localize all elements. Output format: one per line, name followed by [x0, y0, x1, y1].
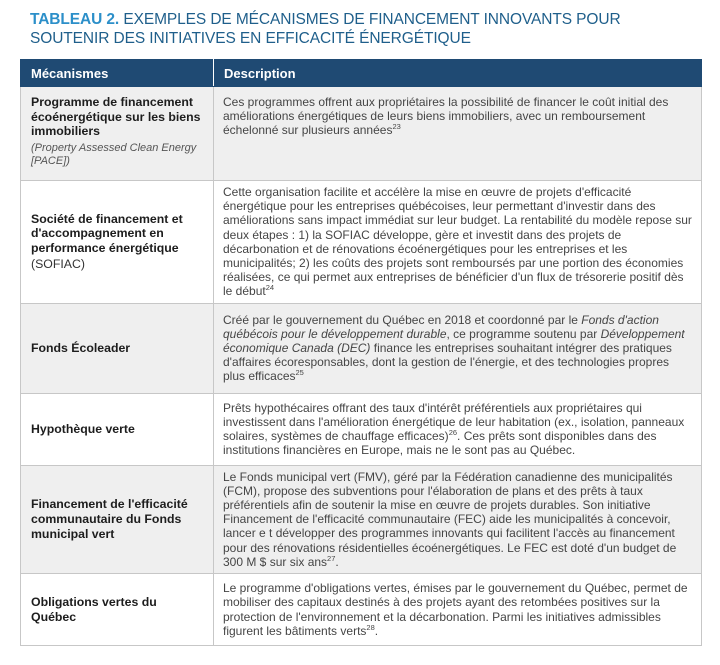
table-title: EXEMPLES DE MÉCANISMES DE FINANCEMENT INNOVANTS POUR SOUTENIR DES INITIATIVES EN EFFICACITÉ ÉNERGÉTIQUE	[30, 11, 621, 47]
table-row	[21, 574, 702, 646]
footnote-ref: 24	[265, 283, 275, 293]
mechanism-name: Fonds Écoleader	[31, 340, 131, 355]
mechanism-name: Obligations vertes du Québec	[31, 594, 157, 624]
description-text: Ces programmes offrent aux propriétaires la possibilité de financer le coût initial des améliorations énergétiques de leurs biens immobiliers, avec un remboursement échelonné sur plusieurs années	[223, 95, 669, 138]
mechanism-cell	[21, 465, 214, 573]
description-text: Le Fonds municipal vert (FMV), géré par la Fédération canadienne des municipalités (FCM), propose des subventions pour l'élaboration de plans et des prêts à taux préférentiels afin de soutenir la mise en œuvre de projets durables. Son initiative Financement de l'efficacité communautaire (FEC) aide les municipalités à concevoir, lancer e t développer des programmes innovants qui facilitent l'accès au financement pour des rénovations résidentielles écoénergétiques. Le FEC est doté d'un budget de 300 M $ sur six ans	[223, 469, 677, 569]
description-cell	[214, 87, 702, 181]
mechanism-name: Financement de l'efficacité communautaire du Fonds municipal vert	[31, 497, 188, 541]
description-text: Prêts hypothécaires offrant des taux d'intérêt préférentiels aux propriétaires qui investissent dans l'amélioration énergétique de leur habitation (ex., isolation, panneaux solaires, systèmes de chauffage efficaces)	[223, 400, 685, 444]
mechanism-acronym: (SOFIAC)	[31, 257, 85, 272]
header-mechanisms: Mécanismes	[21, 60, 214, 87]
description-cell	[214, 181, 702, 304]
table-header-row	[21, 60, 702, 87]
description-cell: Le Fonds municipal vert (FMV), géré par la Fédération canadienne des municipalités (FCM), propose des subventions pour l'élaboration de plans et des prêts à taux préférentiels afin de soutenir la mise en œuvre de projets durables. Son initiative Financement de l'efficacité communautaire (FEC) aide les municipalités à concevoir, lancer e t développer des programmes innovants qui facilitent l'accès au financement pour des rénovations résidentielles écoénergétiques. Le FEC est doté d'un budget de 300 M $ sur six ans$^{27}$.	[214, 465, 702, 573]
table-row	[21, 87, 702, 181]
agency-name: Développement économique Canada (DEC)	[223, 326, 685, 356]
table-row	[21, 465, 702, 573]
table-caption	[30, 10, 700, 48]
description-text: . Ces prêts sont disponibles dans des institutions financières en Europe, mais ne le sont pas au Québec.	[223, 429, 657, 458]
description-cell	[214, 303, 702, 393]
description-cell	[214, 393, 702, 465]
description-text: Cette organisation facilite et accélère la mise en œuvre de projets d'efficacité énergétique pour les entreprises québécoises, leur permettant d'investir dans des améliorations sans impact immédiat sur leur budget. La rentabilité du modèle repose sur deux étapes : 1) la SOFIAC développe, gère et investit dans des projets de décarbonation et de rénovations écoénergétiques pour les entreprises et les municipalités; 2) les coûts des projets sont remboursés par une portion des économies réalisées, ce qui permet aux entreprises de bénéficier d'un flux de trésorerie positif dès le début	[223, 185, 692, 299]
table-row	[21, 303, 702, 393]
fund-name: Fonds d'action québécois pour le développement durable	[223, 312, 659, 341]
mechanism-name: Société de financement et d'accompagnement en performance énergétique	[31, 211, 183, 255]
footnote-ref: 28	[366, 622, 375, 632]
table-row	[21, 393, 702, 465]
mechanism-subtitle: (Property Assessed Clean Energy [PACE])	[31, 141, 197, 167]
header-description: Description	[214, 60, 702, 87]
footnote-ref: 26	[448, 428, 458, 438]
table-number: TABLEAU 2.	[30, 11, 120, 28]
mechanisms-table	[20, 59, 702, 646]
table-row	[21, 181, 702, 304]
footnote-ref: 27	[327, 553, 336, 563]
mechanism-name: Hypothèque verte	[31, 421, 135, 436]
mechanism-cell	[21, 87, 214, 181]
description-text: , ce programme soutenu par	[446, 326, 601, 341]
description-text: Le programme d'obligations vertes, émises par le gouvernement du Québec, permet de mobiliser des capitaux destinés à des projets ayant des retombées positives sur la protection de l'environnement et la décarbonation. Parmi les initiatives admissibles figurent les bâtiments verts	[223, 581, 688, 638]
mechanism-cell	[21, 181, 214, 304]
mechanism-cell	[21, 303, 214, 393]
footnote-ref: 23	[392, 122, 401, 132]
description-cell: Le programme d'obligations vertes, émises par le gouvernement du Québec, permet de mobiliser des capitaux destinés à des projets ayant des retombées positives sur la protection de l'environnement et la décarbonation. Parmi les initiatives admissibles figurent les bâtiments verts$^{28}$.	[214, 574, 702, 646]
description-text: finance les entreprises souhaitant intégrer des pratiques d'affaires écoresponsables, dont la gestion de l'énergie, et des technologies propres plus efficaces	[223, 341, 672, 384]
mechanism-name: Programme de financement écoénergétique sur les biens immobiliers	[31, 95, 201, 139]
description-text: Créé par le gouvernement du Québec en 2018 et coordonné par le	[223, 312, 582, 327]
footnote-ref: 25	[295, 368, 304, 378]
mechanism-cell	[21, 393, 214, 465]
mechanism-cell	[21, 574, 214, 646]
